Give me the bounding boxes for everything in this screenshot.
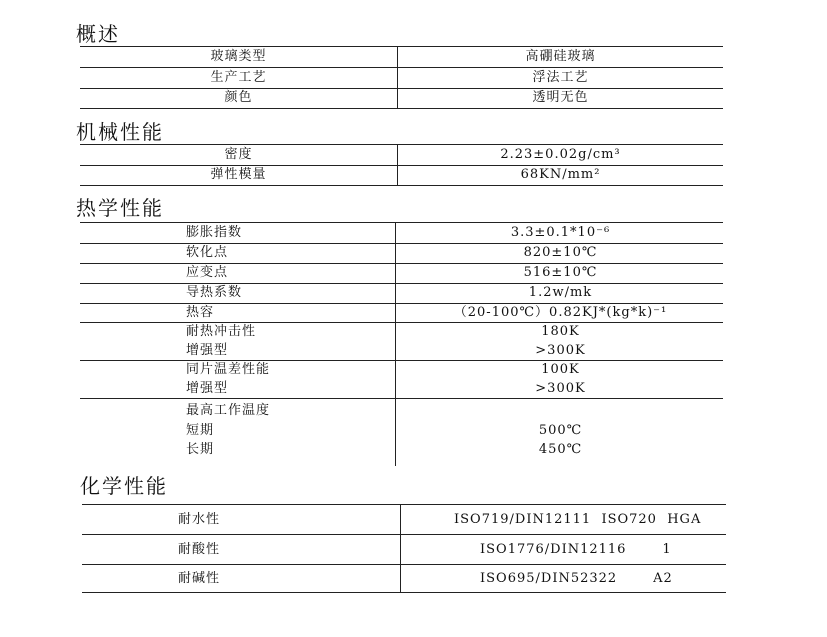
thermal-label: 长期	[186, 442, 215, 457]
thermal-label: 增强型	[186, 343, 229, 358]
overview-label: 玻璃类型	[210, 49, 267, 64]
table-rule	[80, 46, 723, 47]
section-title-chemical: 化学性能	[80, 474, 168, 498]
thermal-value: 1.2w/mk	[528, 285, 593, 300]
thermal-label: 同片温差性能	[186, 362, 271, 377]
thermal-label: 膨胀指数	[186, 225, 243, 240]
thermal-label: 热容	[186, 305, 215, 320]
overview-label: 颜色	[224, 90, 253, 105]
table-rule	[80, 67, 723, 68]
thermal-value: 100K	[541, 362, 580, 377]
thermal-label: 软化点	[186, 245, 229, 260]
overview-value: 浮法工艺	[532, 70, 589, 85]
table-rule	[82, 564, 726, 565]
table-rule	[80, 108, 723, 109]
table-rule	[80, 185, 723, 186]
thermal-label: 增强型	[186, 381, 229, 396]
thermal-label: 导热系数	[186, 285, 243, 300]
section-title-thermal: 热学性能	[76, 196, 164, 220]
thermal-value: >300K	[535, 343, 586, 358]
chemical-label: 耐碱性	[178, 571, 221, 586]
thermal-value: （20-100℃）0.82KJ*(kg*k)⁻¹	[453, 305, 668, 320]
column-divider	[395, 222, 396, 466]
thermal-value: 3.3±0.1*10⁻⁶	[510, 225, 611, 240]
chemical-value: ISO719/DIN12111 ISO720 HGA	[454, 512, 702, 527]
overview-label: 生产工艺	[210, 70, 267, 85]
thermal-value: 500℃	[538, 423, 583, 438]
chemical-label: 耐酸性	[178, 542, 221, 557]
section-title-overview: 概述	[76, 22, 120, 46]
thermal-value: 450℃	[538, 442, 583, 457]
thermal-label: 短期	[186, 423, 215, 438]
thermal-value: 180K	[541, 324, 580, 339]
thermal-label: 应变点	[186, 265, 229, 280]
table-rule	[82, 504, 726, 505]
mechanical-label: 密度	[224, 147, 253, 162]
table-rule	[82, 592, 726, 593]
mechanical-value: 2.23±0.02g/cm³	[500, 147, 621, 162]
chemical-label: 耐水性	[178, 512, 221, 527]
thermal-label: 耐热冲击性	[186, 324, 257, 339]
column-divider	[400, 504, 401, 592]
table-rule	[80, 398, 723, 399]
section-title-mechanical: 机械性能	[76, 120, 164, 144]
thermal-value: 820±10℃	[523, 245, 598, 260]
overview-value: 高硼硅玻璃	[525, 49, 596, 64]
chemical-value: ISO695/DIN52322 A2	[480, 571, 673, 586]
mechanical-value: 68KN/mm²	[520, 167, 601, 182]
thermal-value: >300K	[535, 381, 586, 396]
table-rule	[80, 222, 723, 223]
table-rule	[82, 534, 726, 535]
thermal-value: 516±10℃	[523, 265, 598, 280]
thermal-label: 最高工作温度	[186, 403, 271, 418]
overview-value: 透明无色	[532, 90, 589, 105]
chemical-value: ISO1776/DIN12116 1	[480, 542, 672, 557]
mechanical-label: 弹性模量	[210, 167, 267, 182]
table-rule	[80, 144, 723, 145]
